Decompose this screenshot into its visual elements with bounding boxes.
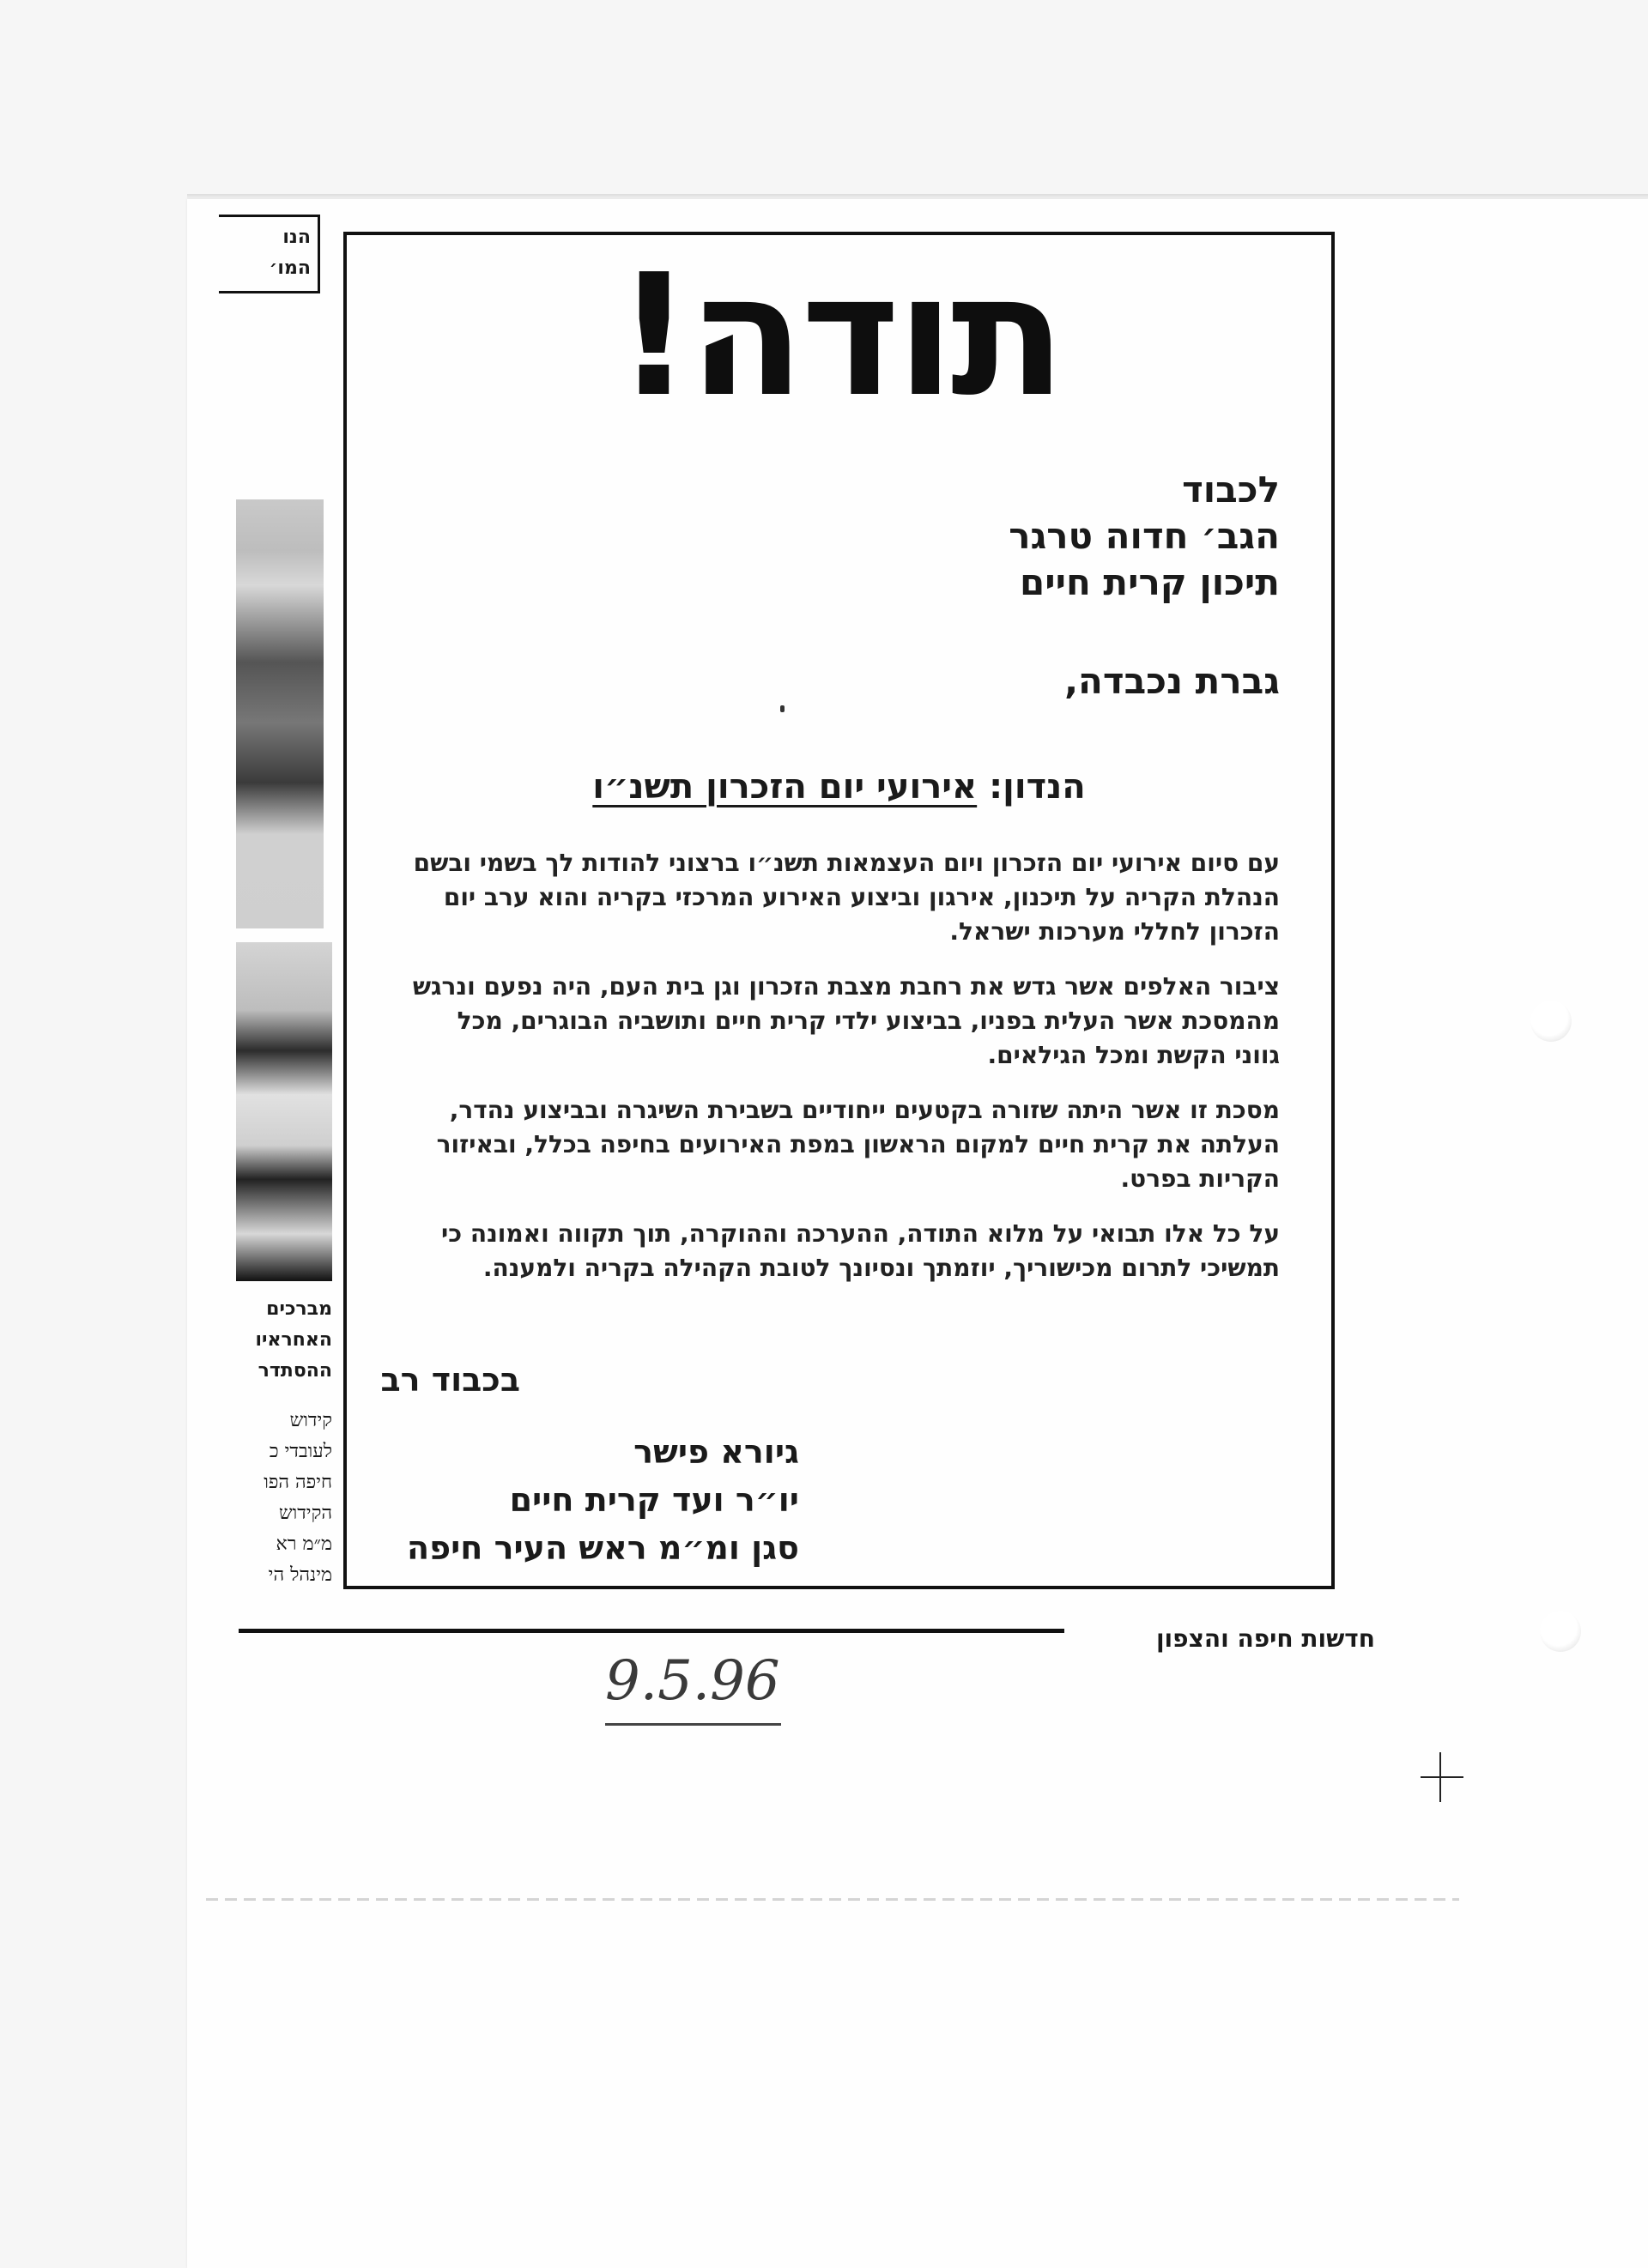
punch-hole: [1540, 1611, 1581, 1652]
scan-artifact-line: [206, 1898, 1459, 1901]
newspaper-photo: [236, 499, 324, 928]
punch-hole: [1530, 1001, 1572, 1042]
side-caption-line: ההסתדר: [258, 1360, 332, 1382]
side-text-line: קידוש: [289, 1410, 332, 1431]
signature-name: גיורא פישר: [633, 1433, 799, 1471]
addressee-line: הגב׳ חדוה טרגר: [1009, 515, 1280, 557]
handwritten-date: 9.5.96: [605, 1649, 780, 1713]
body-paragraph: עם סיום אירועי יום הזכרון ויום העצמאות תשנ״ו ברצוני להודות לך בשמי ובשם הנהלת הקריה על תיכנון, אירגון וביצוע האירוע המרכזי בקריה והוא ערב יום הזכרון לחללי מערכות ישראל.: [413, 849, 1280, 946]
side-caption-line: האחראיו: [255, 1329, 332, 1351]
greeting: גברת נכבדה,: [1064, 660, 1280, 702]
newspaper-photo: [236, 942, 332, 1281]
side-article-text: [225, 1406, 332, 1591]
addressee-line: תיכון קרית חיים: [1019, 561, 1280, 603]
signature-title: סגן ומ״מ ראש העיר חיפה: [406, 1529, 799, 1567]
addressee-block: [1009, 467, 1280, 606]
registration-mark: [1421, 1776, 1463, 1778]
subject-topic: אירועי יום הזכרון תשנ״ו: [592, 767, 978, 807]
print-speck: [780, 705, 785, 712]
body-paragraph: ציבור האלפים אשר גדש את רחבת מצבת הזכרון וגן בית העם, היה נפעם ונרגש מהמסכת אשר העלית בפניו, בביצוע ילדי קרית חיים ותושביה הבוגרים, מכל גווני הקשת ומכל הגילאים.: [412, 972, 1280, 1069]
side-caption: [225, 1294, 332, 1387]
side-caption-line: מברכים: [266, 1298, 332, 1320]
side-text-line: מ״מ רא: [276, 1533, 332, 1555]
thank-you-notice: [343, 232, 1335, 1589]
closing: בכבוד רב: [380, 1361, 520, 1399]
side-box-line: המו׳: [269, 257, 311, 279]
body-paragraph: מסכת זו אשר היתה שזורה בקטעים ייחודיים בשבירת השיגרה ובביצוע נהדר, העלתה את קרית חיים למקום הראשון במפת האירועים בחיפה בכלל, ובאיזור הקריות בפרט.: [436, 1096, 1280, 1193]
newspaper-source: חדשות חיפה והצפון: [1064, 1624, 1375, 1653]
side-column-box: [219, 215, 320, 293]
side-box-line: הנו: [282, 227, 311, 248]
side-text-line: מינהל הי: [268, 1564, 332, 1586]
side-text-line: חיפה הפו: [264, 1472, 332, 1493]
signature-title: יו״ר ועד קרית חיים: [509, 1481, 799, 1519]
subject-line: [347, 767, 1331, 807]
handwritten-underline: [605, 1723, 781, 1726]
side-text-line: לעובדי כ: [269, 1441, 332, 1462]
body-paragraph: על כל אלו תבואי על מלוא התודה, ההערכה וההוקרה, תוך תקווה ואמונה כי תמשיכי לתרום מכישוריך, יוזמתך ונסיונך לטובת הקהילה בקריה ולמענה.: [441, 1219, 1280, 1282]
addressee-line: לכבוד: [1182, 469, 1280, 511]
side-text-line: הקידוש: [279, 1503, 332, 1524]
notice-title: תודה!: [615, 239, 1063, 434]
subject-label: הנדון:: [989, 767, 1086, 807]
